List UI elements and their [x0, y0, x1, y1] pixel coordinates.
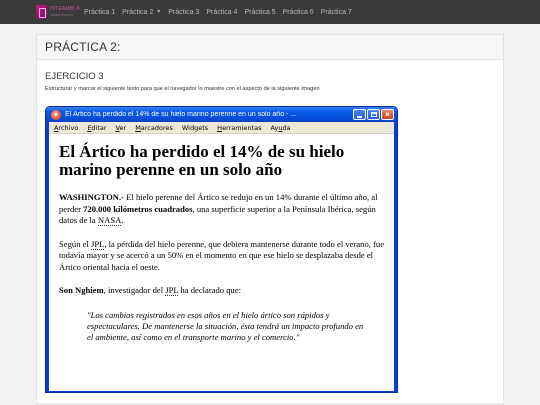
- close-icon: ×: [385, 109, 390, 119]
- article-title: El Ártico ha perdido el 14% de su hielo marino perenne en un solo año: [59, 142, 345, 179]
- panel-header: [37, 35, 503, 60]
- firefox-icon: e: [51, 110, 61, 120]
- article-paragraph-2: Según el JPL, la pérdida del hielo perenne, que debiera mantenerse durante todo el verano, fue todavía mayor y se acercó a un 50% en el momento en que ese hielo se desplazaba desde el Ártico oriental hacia el oeste.: [59, 238, 385, 272]
- window-content: [49, 134, 394, 391]
- maximize-icon: [371, 112, 377, 117]
- nav-item-practica-4[interactable]: [206, 9, 237, 16]
- nav-item-practica-2[interactable]: [122, 9, 161, 16]
- minimize-icon: [357, 116, 362, 118]
- panel-body: [37, 60, 503, 92]
- chevron-down-icon: ▼: [156, 9, 162, 15]
- abbr-nasa: NASA: [97, 215, 122, 225]
- top-navbar: [0, 0, 540, 24]
- nav-item-label: Práctica 6: [282, 8, 314, 16]
- maximize-button: [367, 109, 380, 120]
- nav-item-label: Práctica 3: [168, 8, 200, 16]
- nav-item-practica-6[interactable]: [283, 9, 314, 16]
- exercise-title: EJERCICIO 3: [45, 71, 104, 82]
- abbr-jpl: JPL: [165, 285, 179, 295]
- abbr-jpl: JPL: [90, 238, 105, 249]
- exercise-description: Estructurar y marcar el siguiente texto para que el navegador lo muestre con el aspecto de la siguiente imagen: [45, 86, 320, 92]
- window-title: El Ártico ha perdido el 14% de su hielo marino perenne en un solo año - ...: [65, 111, 297, 118]
- nav-item-practica-3[interactable]: [168, 9, 199, 16]
- brand[interactable]: [36, 5, 84, 19]
- brand-text: [50, 7, 80, 17]
- nav-item-practica-1[interactable]: [84, 9, 115, 16]
- nav-item-label: Práctica 2: [122, 8, 154, 16]
- nav-item-practica-5[interactable]: [244, 9, 275, 16]
- brand-line1: ISTEAMBLA: [50, 6, 80, 12]
- menu-ayuda: Ayuda: [270, 123, 291, 132]
- article-paragraph-3: Son Nghiem, investigador del JPL ha declarado que:: [59, 285, 242, 295]
- practice-panel: [36, 34, 504, 405]
- menu-editar: Editar: [87, 123, 107, 132]
- menu-widgets: Widgets: [181, 123, 209, 132]
- page-title: PRÁCTICA 2:: [45, 40, 121, 54]
- window-controls: [352, 109, 394, 120]
- close-button: [381, 109, 394, 120]
- nav-item-label: Práctica 5: [244, 8, 276, 16]
- nav-items: [84, 9, 359, 16]
- nav-item-practica-7[interactable]: [321, 9, 352, 16]
- minimize-button: [353, 109, 366, 120]
- menu-archivo: Archivo: [54, 123, 79, 132]
- article-quote: "Los cambios registrados en esos años en el hielo ártico son rápidos y espectaculares. De mantenerse la situación, ésta tendrá un impacto profundo en el ambiente, así como en el transporte marino y el comercio.": [87, 309, 364, 342]
- window-titlebar: [46, 107, 397, 122]
- nav-item-label: Práctica 7: [320, 8, 352, 16]
- browser-window-image: [45, 106, 398, 393]
- menu-marcadores: Marcadores: [135, 123, 173, 132]
- window-menubar: [49, 122, 394, 134]
- nav-item-label: Práctica 4: [206, 8, 238, 16]
- nav-item-label: Práctica 1: [84, 8, 116, 16]
- menu-ver: Ver: [115, 123, 127, 132]
- brand-logo-icon: [36, 5, 47, 19]
- menu-herramientas: Herramientas: [217, 123, 262, 132]
- article-paragraph-1: WASHINGTON.- El hielo perenne del Ártico se redujo en un 14% durante el último año, al perder 720.000 kilómetros cuadrados, una superficie superior a la Península Ibérica, según datos de la NASA.: [59, 192, 378, 225]
- brand-line2: Somerhoven: [50, 12, 73, 17]
